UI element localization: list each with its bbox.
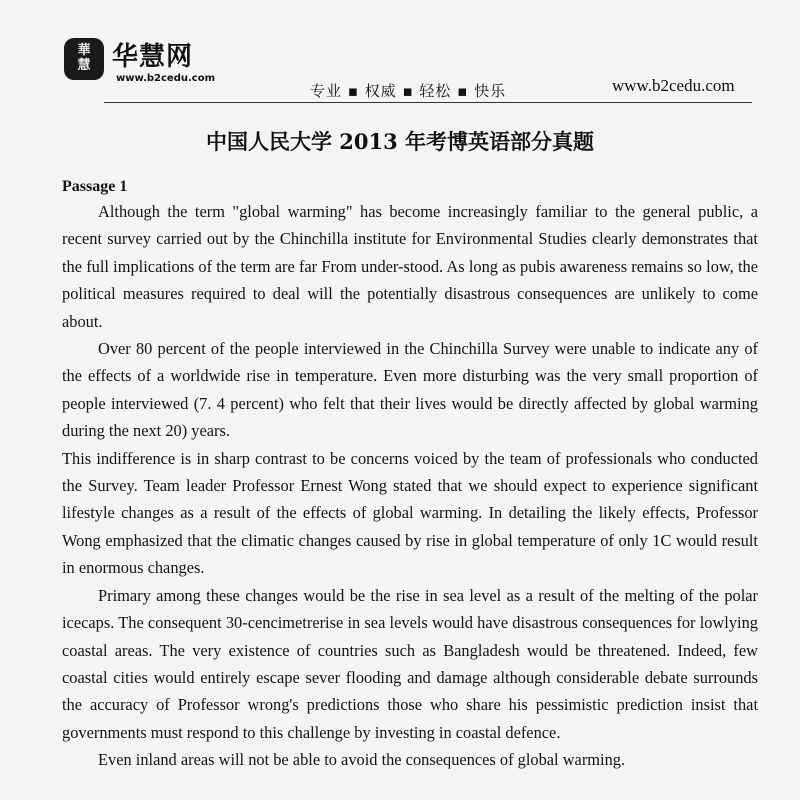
paragraph-1: Although the term "global warming" has become increasingly familiar to the general public, a recent survey carried out by the Chinchilla institute for Environmental Studies clearly demonstrates that the full implications of the term are far From under-stood. As long as pubis awareness remains so low, the political measures required to deal will the potentially disastrous consequences are unlikely to come about.: [62, 202, 758, 331]
paragraph-5: Even inland areas will not be able to avoid the consequences of global warming.: [98, 750, 626, 770]
passage-body: [62, 198, 758, 774]
tagline: 专业 ▪ 权威 ▪ 轻松 ▪ 快乐: [310, 82, 507, 100]
brand-url: www.b2cedu.com: [116, 73, 215, 84]
logo-char-2: 慧: [77, 58, 91, 73]
page-title: 中国人民大学 2013 年考博英语部分真题: [205, 129, 595, 154]
logo-char-1: 華: [77, 43, 91, 58]
paragraph-2: Over 80 percent of the people interviewed in the Chinchilla Survey were unable to indicate any of the effects of a worldwide rise in temperature. Even more disturbing was the very small proportion of people interviewed (7. 4 percent) who felt that their lives would be directly affected by global warming during the next 20) years.: [62, 339, 758, 441]
brand-name: 华慧网: [112, 42, 194, 72]
paragraph-4: Primary among these changes would be the rise in sea level as a result of the melting of the polar icecaps. The consequent 30-cencimetrerise in sea levels would have disastrous consequences for lowlying coastal areas. The very existence of countries such as Bangladesh would be threatened. Indeed, few coastal cities would entirely escape sever flooding and damage although considerable debate surrounds the accuracy of Professor wrong's predictions those who share his pessimistic prediction insist that governments must respond to this challenge by investing in coastal defence.: [62, 585, 758, 742]
site-url: www.b2cedu.com: [612, 76, 735, 95]
paragraph-3: This indifference is in sharp contrast to be concerns voiced by the team of professionals who conducted the Survey. Team leader Professor Ernest Wong stated that we should expect to experience significant lifestyle changes as a result of the effects of global warming. In detailing the likely effects, Professor Wong emphasized that the climatic changes caused by rise in global temperature of only 1C would result in enormous changes.: [62, 448, 758, 578]
passage-label: Passage 1: [62, 178, 128, 195]
header-divider: [104, 102, 752, 103]
huahui-logo-icon: [64, 38, 104, 80]
page-header: [0, 0, 800, 110]
